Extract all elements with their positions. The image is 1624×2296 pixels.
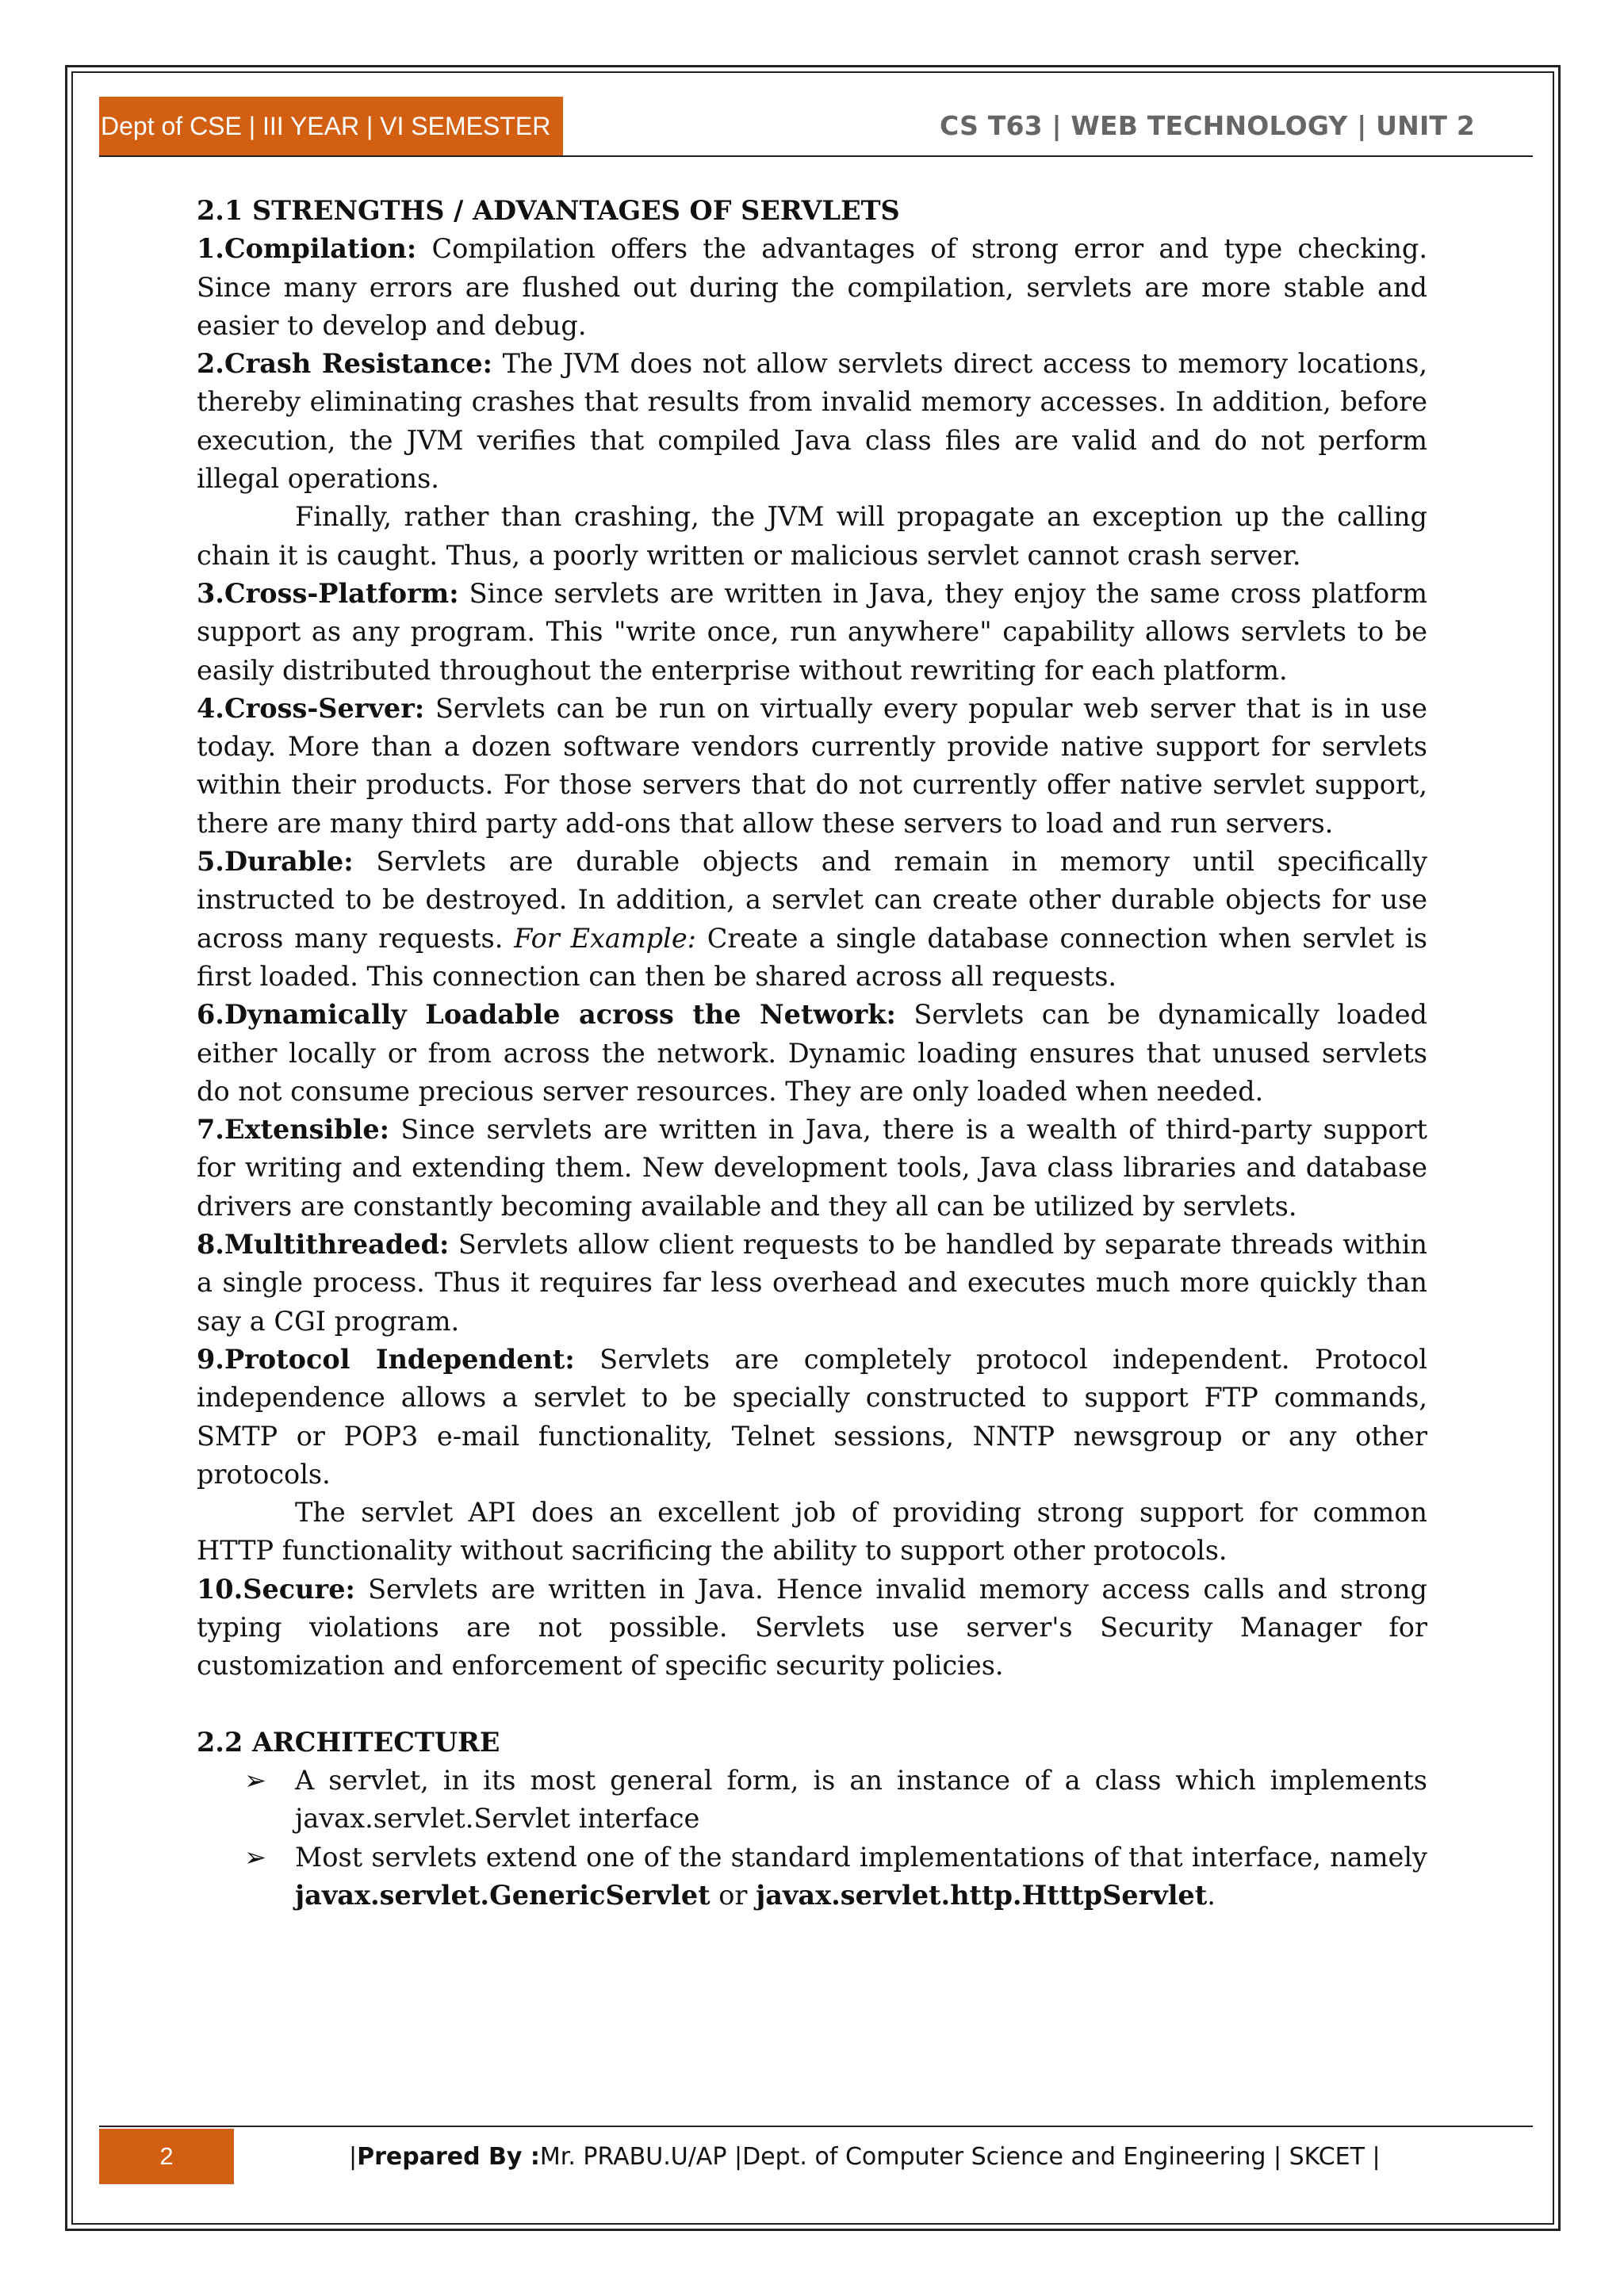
http-servlet-class: javax.servlet.http.HtttpServlet xyxy=(756,1880,1208,1911)
item-label: 9.Protocol Independent: xyxy=(197,1343,575,1375)
item-label: 2.Crash Resistance: xyxy=(197,348,493,380)
item-label: 7.Extensible: xyxy=(197,1114,390,1146)
crash-followup-paragraph: Finally, rather than crashing, the JVM will propagate an exception up the calling chain it is caught. Thus, a poorly written or malicious servlet cannot crash server. xyxy=(197,501,1427,571)
item-multithreaded xyxy=(197,1226,1427,1341)
item-text: Servlets are durable objects and remain in memory until specifically instructed to be destroyed. In addition, a servlet can create other durable objects for use across many requests. xyxy=(197,846,1427,954)
item-text: Since servlets are written in Java, they enjoy the same cross platform support as any program. This "write once, run anywhere" capability allows servlets to be easily distributed throughout the enterprise without rewriting for each platform. xyxy=(197,577,1427,686)
item-label: 6.Dynamically Loadable across the Network: xyxy=(197,999,896,1031)
item-cross-server xyxy=(197,690,1427,843)
item-crash-resistance xyxy=(197,345,1427,498)
architecture-bullet-list xyxy=(197,1762,1427,1915)
example-label: For Example: xyxy=(514,922,696,954)
bullet-text: Most servlets extend one of the standard implementations of that interface, namely xyxy=(295,1841,1427,1873)
section-heading-architecture: 2.2 ARCHITECTURE xyxy=(197,1726,500,1758)
header-course-label: CS T63 | WEB TECHNOLOGY | UNIT 2 xyxy=(940,109,1475,141)
generic-servlet-class: javax.servlet.GenericServlet xyxy=(295,1880,710,1911)
prepared-by-label: Prepared By : xyxy=(357,2142,540,2171)
section-spacer xyxy=(197,1686,1427,1724)
arrow-bullet-icon: ➢ xyxy=(244,1765,267,1797)
item-text: Since servlets are written in Java, there is a wealth of third-party support for writing and extending them. New development tools, Java class libraries and database drivers are constantly becoming available and they all can be utilized by servlets. xyxy=(197,1114,1427,1222)
item-cross-platform xyxy=(197,575,1427,690)
item-dynamically-loadable xyxy=(197,996,1427,1111)
item-label: 10.Secure: xyxy=(197,1573,355,1605)
footer-credits xyxy=(349,2133,1381,2180)
item-text: Servlets can be run on virtually every popular web server that is in use today. More than a dozen software vendors currently provide native support for servlets within their products. For those servers that do not currently offer native servlet support, there are many third party add-ons that allow these servers to load and run servers. xyxy=(197,692,1427,839)
item-label: 1.Compilation: xyxy=(197,233,417,265)
footer-separator: | xyxy=(349,2142,358,2171)
item-extensible xyxy=(197,1111,1427,1226)
bullet-text: A servlet, in its most general form, is an instance of a class which implements javax.servlet.Servlet interface xyxy=(295,1765,1427,1835)
bullet-text: or xyxy=(710,1880,756,1911)
item-text: Servlets allow client requests to be handled by separate threads within a single process. Thus it requires far less overhead and executes much more quickly than say a CGI program. xyxy=(197,1229,1427,1337)
item-label: 4.Cross-Server: xyxy=(197,692,425,724)
item-label: 5.Durable: xyxy=(197,846,354,878)
page-content xyxy=(197,192,1427,1915)
item-text: The JVM does not allow servlets direct access to memory locations, thereby eliminating crashes that results from invalid memory accesses. In addition, before execution, the JVM verifies that compiled Java class files are valid and do not perform illegal operations. xyxy=(197,348,1427,495)
arrow-bullet-icon: ➢ xyxy=(244,1841,267,1873)
item-compilation xyxy=(197,230,1427,345)
header-divider xyxy=(99,155,1533,157)
bullet-text: . xyxy=(1207,1880,1216,1911)
page-number: 2 xyxy=(99,2129,234,2184)
item-protocol-independent xyxy=(197,1341,1427,1494)
item-label: 3.Cross-Platform: xyxy=(197,577,459,609)
item-text: Compilation offers the advantages of strong error and type checking. Since many errors are flushed out during the compilation, servlets are more stable and easier to develop and debug. xyxy=(197,233,1427,341)
item-durable xyxy=(197,843,1427,996)
item-label: 8.Multithreaded: xyxy=(197,1229,450,1261)
footer-divider xyxy=(99,2126,1533,2127)
item-text: Servlets can be dynamically loaded either locally or from across the network. Dynamic loading ensures that unused servlets do not consume precious server resources. They are only loaded when needed. xyxy=(197,999,1427,1107)
header-dept-label: Dept of CSE | III YEAR | VI SEMESTER xyxy=(99,97,563,156)
protocol-followup-paragraph: The servlet API does an excellent job of providing strong support for common HTTP functionality without sacrificing the ability to support other protocols. xyxy=(197,1497,1427,1567)
item-secure xyxy=(197,1571,1427,1686)
section-heading-strengths: 2.1 STRENGTHS / ADVANTAGES OF SERVLETS xyxy=(197,195,900,226)
prepared-by-value: Mr. PRABU.U/AP |Dept. of Computer Science and Engineering | SKCET | xyxy=(539,2142,1381,2171)
item-text: Servlets are completely protocol independent. Protocol independence allows a servlet to be specially constructed to support FTP commands, SMTP or POP3 e-mail functionality, Telnet sessions, NNTP newsgroup or any other protocols. xyxy=(197,1343,1427,1490)
list-item xyxy=(197,1839,1427,1915)
list-item xyxy=(197,1762,1427,1839)
item-text: Create a single database connection when servlet is first loaded. This connection can then be shared across all requests. xyxy=(197,922,1427,992)
item-text: Servlets are written in Java. Hence invalid memory access calls and strong typing violations are not possible. Servlets use server's Security Manager for customization and enforcement of specific security policies. xyxy=(197,1573,1427,1682)
